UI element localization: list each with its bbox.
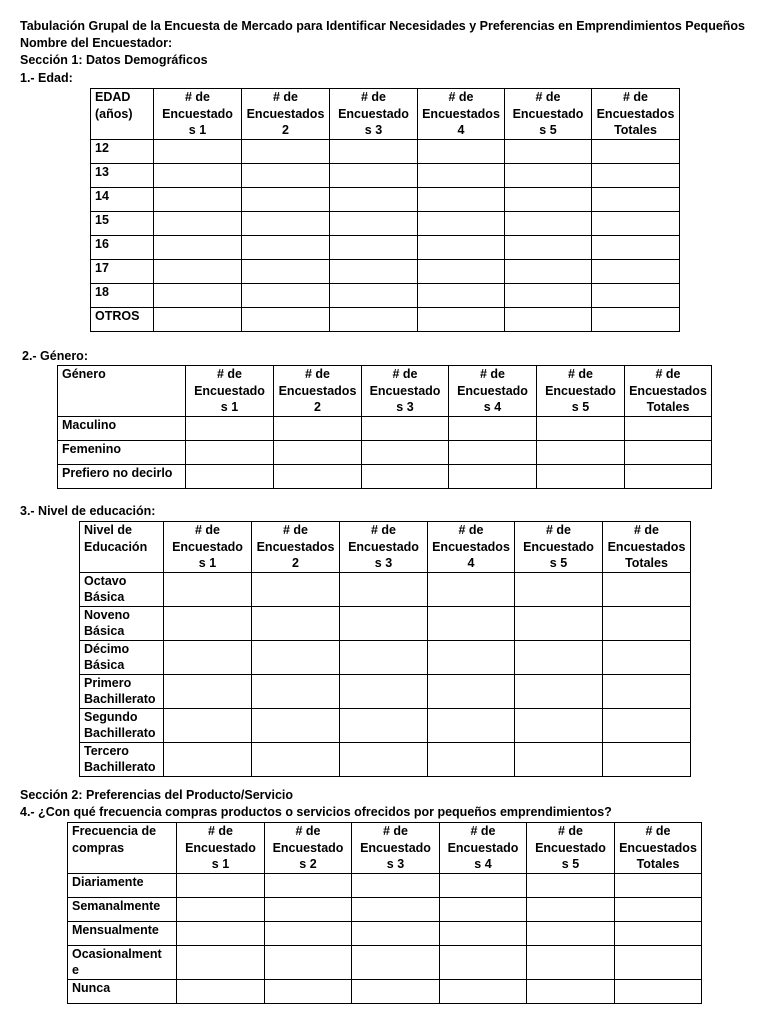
tally-cell [603,742,691,776]
tally-cell [177,873,265,897]
tally-cell [505,163,592,187]
tally-cell [252,640,340,674]
row-label: Mensualmente [68,921,177,945]
tally-cell [592,307,680,331]
tally-cell [252,708,340,742]
tally-cell [505,259,592,283]
tally-cell [340,742,428,776]
tally-cell [615,921,702,945]
tally-cell [177,897,265,921]
tally-cell [242,283,330,307]
tally-cell [515,708,603,742]
tally-cell [603,640,691,674]
tally-cell [265,897,352,921]
tally-cell [625,464,712,488]
tally-cell [515,572,603,606]
table-row [80,606,691,640]
row-label: Ocasionalment e [68,945,177,979]
tally-cell [603,606,691,640]
tally-cell [242,139,330,163]
tally-cell [515,606,603,640]
header-cell: # de Encuestado s 3 [340,522,428,573]
tally-cell [164,572,252,606]
tally-cell [505,187,592,211]
tally-cell [154,139,242,163]
tally-cell [615,897,702,921]
table-row [80,674,691,708]
table-row [58,464,712,488]
header-cell: # de Encuestado s 5 [537,366,625,417]
table-row [91,259,680,283]
table-row [80,708,691,742]
row-label: Tercero Bachillerato [80,742,164,776]
tally-cell [418,307,505,331]
tally-cell [164,674,252,708]
tally-cell [537,416,625,440]
tally-cell [352,979,440,1003]
tally-cell [362,464,449,488]
tally-cell [154,187,242,211]
tally-cell [186,440,274,464]
tally-cell [242,163,330,187]
tally-cell [340,606,428,640]
row-label: 15 [91,211,154,235]
row-label: Octavo Básica [80,572,164,606]
header-cell: # de Encuestado s 4 [449,366,537,417]
tally-cell [274,464,362,488]
header-cell: # de Encuestado s 1 [177,823,265,874]
tally-cell [428,572,515,606]
tally-cell [527,979,615,1003]
tally-cell [164,742,252,776]
tally-cell [274,440,362,464]
row-label: Nunca [68,979,177,1003]
tally-cell [440,921,527,945]
header-cell: # de Encuestados Totales [592,89,680,140]
row-label: OTROS [91,307,154,331]
tally-cell [440,873,527,897]
tally-cell [418,283,505,307]
table-row [91,235,680,259]
table-row [80,742,691,776]
tally-cell [252,572,340,606]
tally-cell [428,708,515,742]
header-cell: # de Encuestado s 1 [164,522,252,573]
header-cell: # de Encuestado s 3 [352,823,440,874]
tally-cell [615,945,702,979]
tally-cell [340,640,428,674]
tally-cell [274,416,362,440]
tally-cell [428,640,515,674]
tally-cell [352,921,440,945]
tally-cell [177,979,265,1003]
tally-cell [352,873,440,897]
header-cell: # de Encuestado s 5 [505,89,592,140]
tally-cell [527,897,615,921]
table-row [91,307,680,331]
tally-cell [592,139,680,163]
tally-cell [265,873,352,897]
table-row [91,163,680,187]
tally-cell [252,674,340,708]
header-cell: Nivel de Educación [80,522,164,573]
tally-cell [242,211,330,235]
tally-cell [330,211,418,235]
table-row [91,139,680,163]
row-label: 13 [91,163,154,187]
tally-cell [527,945,615,979]
document-title: Tabulación Grupal de la Encuesta de Mercado para Identificar Necesidades y Preferencias en Emprendimientos Pequeños [20,19,746,33]
header-cell: # de Encuestado s 5 [527,823,615,874]
row-label: 12 [91,139,154,163]
tally-cell [428,674,515,708]
tally-cell [242,259,330,283]
tally-cell [505,235,592,259]
tally-cell [625,440,712,464]
tally-cell [265,979,352,1003]
tally-cell [537,440,625,464]
tally-cell [164,640,252,674]
row-label: Femenino [58,440,186,464]
table-row [91,211,680,235]
tally-cell [330,283,418,307]
header-cell: # de Encuestados 4 [428,522,515,573]
tally-cell [252,606,340,640]
q4-title: 4.- ¿Con qué frecuencia compras productos o servicios ofrecidos por pequeños emprendimientos? [20,805,612,819]
tally-cell [527,921,615,945]
header-cell: # de Encuestados 2 [252,522,340,573]
tally-cell [154,163,242,187]
tally-cell [330,163,418,187]
q3-header-row [80,522,691,573]
tally-cell [505,307,592,331]
header-cell: # de Encuestados 2 [274,366,362,417]
tally-cell [603,572,691,606]
q3-education-table [79,521,691,777]
q2-header-row [58,366,712,417]
row-label: Prefiero no decirlo [58,464,186,488]
q4-frequency-table [67,822,702,1004]
tally-cell [592,163,680,187]
q2-gender-table [57,365,712,489]
table-row [58,416,712,440]
tally-cell [242,307,330,331]
table-row [80,572,691,606]
tally-cell [449,464,537,488]
header-cell: # de Encuestado s 3 [330,89,418,140]
tally-cell [330,187,418,211]
header-cell: # de Encuestado s 1 [154,89,242,140]
tally-cell [440,945,527,979]
row-label: Maculino [58,416,186,440]
tally-cell [428,606,515,640]
header-cell: # de Encuestado s 4 [440,823,527,874]
tally-cell [418,163,505,187]
section2-title: Sección 2: Preferencias del Producto/Servicio [20,788,294,802]
tally-cell [615,873,702,897]
row-label: 18 [91,283,154,307]
tally-cell [265,921,352,945]
tally-cell [418,259,505,283]
tally-cell [154,211,242,235]
q4-header-row [68,823,702,874]
tally-cell [440,979,527,1003]
table-row [68,979,702,1003]
tally-cell [362,440,449,464]
q1-header-row [91,89,680,140]
tally-cell [154,235,242,259]
tally-cell [330,307,418,331]
header-cell: Género [58,366,186,417]
tally-cell [154,307,242,331]
q2-title: 2.- Género: [22,349,88,363]
tally-cell [186,416,274,440]
tally-cell [352,945,440,979]
tally-cell [362,416,449,440]
table-row [68,945,702,979]
q3-title: 3.- Nivel de educación: [20,504,156,518]
row-label: Primero Bachillerato [80,674,164,708]
tally-cell [164,606,252,640]
tally-cell [340,674,428,708]
header-cell: # de Encuestados Totales [625,366,712,417]
table-row [58,440,712,464]
tally-cell [340,708,428,742]
tally-cell [177,945,265,979]
tally-cell [154,259,242,283]
tally-cell [418,139,505,163]
header-cell: # de Encuestados 2 [242,89,330,140]
header-cell: Frecuencia de compras [68,823,177,874]
q1-title: 1.- Edad: [20,71,73,85]
header-cell: # de Encuestados 4 [418,89,505,140]
tally-cell [242,235,330,259]
tally-cell [603,708,691,742]
tally-cell [592,187,680,211]
header-cell: # de Encuestado s 3 [362,366,449,417]
tally-cell [527,873,615,897]
tally-cell [418,235,505,259]
row-label: Semanalmente [68,897,177,921]
tally-cell [603,674,691,708]
tally-cell [265,945,352,979]
header-cell: # de Encuestado s 2 [265,823,352,874]
tally-cell [440,897,527,921]
tally-cell [515,640,603,674]
row-label: Diariamente [68,873,177,897]
tally-cell [615,979,702,1003]
tally-cell [592,235,680,259]
tally-cell [330,235,418,259]
table-row [68,897,702,921]
table-row [91,283,680,307]
tally-cell [505,211,592,235]
header-cell: # de Encuestados Totales [603,522,691,573]
header-cell: # de Encuestados Totales [615,823,702,874]
tally-cell [449,440,537,464]
table-row [91,187,680,211]
header-cell: # de Encuestado s 5 [515,522,603,573]
tally-cell [418,211,505,235]
header-cell: # de Encuestado s 1 [186,366,274,417]
row-label: 17 [91,259,154,283]
table-row [80,640,691,674]
tally-cell [186,464,274,488]
tally-cell [625,416,712,440]
tally-cell [330,139,418,163]
tally-cell [505,139,592,163]
tally-cell [515,742,603,776]
tally-cell [592,211,680,235]
tally-cell [177,921,265,945]
section1-title: Sección 1: Datos Demográficos [20,53,208,67]
tally-cell [592,259,680,283]
table-row [68,873,702,897]
surveyor-name-label: Nombre del Encuestador: [20,36,173,50]
tally-cell [242,187,330,211]
row-label: 16 [91,235,154,259]
tally-cell [592,283,680,307]
tally-cell [252,742,340,776]
header-cell: EDAD (años) [91,89,154,140]
tally-cell [330,259,418,283]
tally-cell [340,572,428,606]
row-label: 14 [91,187,154,211]
row-label: Noveno Básica [80,606,164,640]
tally-cell [352,897,440,921]
row-label: Décimo Básica [80,640,164,674]
table-row [68,921,702,945]
tally-cell [154,283,242,307]
tally-cell [418,187,505,211]
tally-cell [537,464,625,488]
q1-age-table [90,88,680,332]
tally-cell [164,708,252,742]
tally-cell [428,742,515,776]
tally-cell [449,416,537,440]
row-label: Segundo Bachillerato [80,708,164,742]
tally-cell [515,674,603,708]
tally-cell [505,283,592,307]
